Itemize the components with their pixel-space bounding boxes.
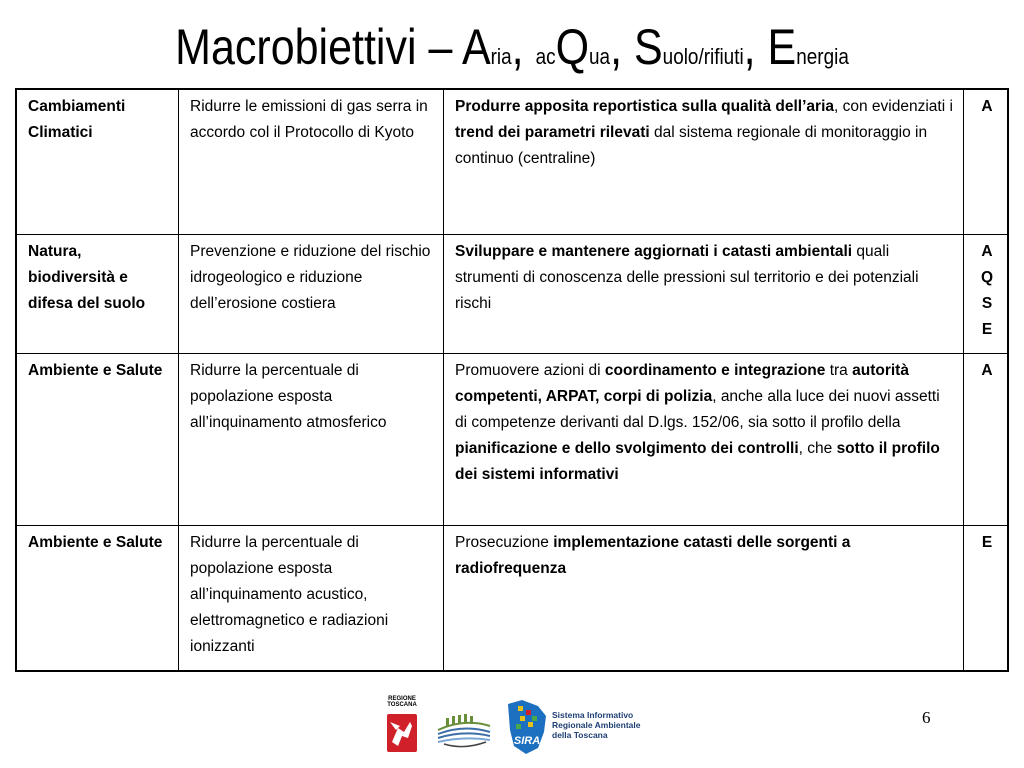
- action-text: quali strumenti di conoscenza delle pressioni sul territorio e dei potenziali rischi: [455, 242, 919, 312]
- arpat-waves-logo: [434, 704, 494, 750]
- action-emphasis: autorità competenti, ARPAT, corpi di polizia: [455, 361, 909, 405]
- title-part-rest: ua: [589, 44, 611, 69]
- title-part-rest: ria: [490, 44, 512, 69]
- table-row: [16, 89, 1008, 234]
- goal-cell: Ridurre la percentuale di popolazione esposta all’inquinamento acustico, elettromagnetico e radiazioni ionizzanti: [179, 525, 444, 671]
- table-row: [16, 353, 1008, 525]
- title-part-rest: uolo/rifiuti: [662, 44, 744, 69]
- action-cell: [444, 525, 964, 671]
- title-separator: ,: [511, 19, 536, 75]
- action-emphasis: Sviluppare e mantenere aggiornati i catasti ambientali: [455, 242, 853, 260]
- action-text: dal sistema regionale di monitoraggio in continuo (centraline): [455, 124, 928, 167]
- title-part-initial: Q: [555, 19, 590, 75]
- sira-caption-line-2: Regionale Ambientale: [552, 720, 641, 730]
- macro-tag: E: [981, 533, 993, 551]
- tuscany-map-icon: [504, 698, 550, 756]
- macro-tag: Q: [980, 268, 994, 286]
- page-number: 6: [922, 708, 931, 727]
- goal-cell: Prevenzione e riduzione del rischio idrogeologico e riduzione dell’erosione costiera: [179, 234, 444, 353]
- area-cell: Ambiente e Salute: [16, 353, 179, 525]
- action-text: , anche alla luce dei nuovi assetti di competenze derivanti dal D.lgs. 152/06, sia sotto il profilo della: [455, 387, 940, 431]
- action-text: , con evidenziati i: [834, 98, 953, 115]
- sira-badge-text: SIRA: [513, 735, 541, 747]
- action-text: Promuovere azioni di: [455, 361, 605, 379]
- area-cell: Ambiente e Salute: [16, 525, 179, 671]
- slide-title: [72, 18, 953, 86]
- title-part-initial: S: [633, 19, 663, 75]
- action-emphasis: implementazione catasti delle sorgenti a radiofrequenza: [455, 533, 851, 577]
- title-part-rest: nergia: [796, 44, 849, 69]
- title-separator: ,: [610, 19, 634, 75]
- title-part-initial: E: [767, 19, 797, 75]
- macro-tag-cell: [964, 353, 1009, 525]
- macro-tag-cell: [964, 89, 1009, 234]
- goal-cell: Ridurre le emissioni di gas serra in accordo col il Protocollo di Kyoto: [179, 89, 444, 234]
- goal-cell: Ridurre la percentuale di popolazione esposta all’inquinamento atmosferico: [179, 353, 444, 525]
- macro-tag-cell: [964, 525, 1009, 671]
- title-part-pre: ac: [535, 44, 556, 69]
- action-emphasis: coordinamento e integrazione: [604, 361, 826, 379]
- action-text: , che: [798, 439, 837, 457]
- action-emphasis: Produrre apposita reportistica sulla qualità dell’aria: [455, 98, 835, 115]
- action-emphasis: pianificazione e dello svolgimento dei controlli: [455, 439, 799, 457]
- sira-caption: [552, 710, 652, 740]
- sira-caption-line-3: della Toscana: [552, 730, 608, 740]
- macro-tag: E: [981, 320, 993, 338]
- macro-tag-cell: [964, 234, 1009, 353]
- action-text: tra: [825, 361, 853, 379]
- table-row: [16, 525, 1008, 671]
- area-cell: Cambiamenti Climatici: [16, 89, 179, 234]
- title-main: Macrobiettivi –: [175, 19, 462, 75]
- area-cell: Natura, biodiversità e difesa del suolo: [16, 234, 179, 353]
- macro-tag: A: [981, 242, 993, 260]
- footer: [0, 694, 1024, 764]
- sira-caption-line-1: Sistema Informativo: [552, 710, 634, 720]
- title-parts: [462, 19, 849, 75]
- title-separator: ,: [743, 19, 768, 75]
- title-part-initial: A: [461, 19, 491, 75]
- macro-objectives-table: [15, 88, 1009, 672]
- regione-toscana-logo: [382, 696, 422, 760]
- action-cell: [444, 234, 964, 353]
- action-emphasis: trend dei parametri rilevati: [455, 124, 650, 141]
- pegasus-icon: [382, 708, 422, 760]
- macro-tag: S: [981, 294, 993, 312]
- table-row: [16, 234, 1008, 353]
- action-cell: [444, 353, 964, 525]
- action-emphasis: sotto il profilo dei sistemi informativi: [455, 439, 940, 483]
- action-cell: [444, 89, 964, 234]
- macro-tag: A: [981, 98, 993, 115]
- macro-tag: A: [981, 361, 993, 379]
- action-text: Prosecuzione: [455, 533, 554, 551]
- sira-logo: [504, 698, 654, 758]
- toscana-logo-text: REGIONE TOSCANA: [387, 696, 417, 708]
